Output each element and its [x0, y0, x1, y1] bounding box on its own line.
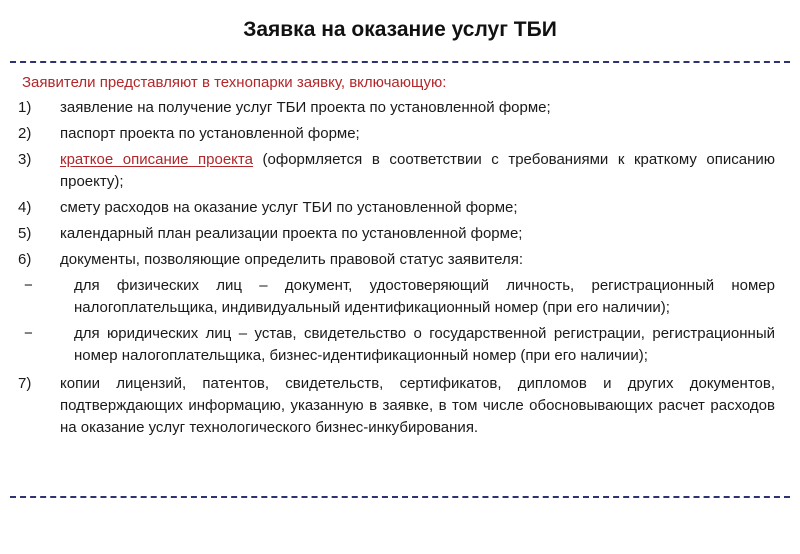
item-text-with-link — [60, 149, 775, 193]
item-text: заявление на получение услуг ТБИ проекта по установленной форме; — [60, 99, 551, 116]
list-item — [18, 149, 775, 193]
list-item — [18, 97, 775, 119]
list-item — [18, 223, 775, 245]
item-text: календарный план реализации проекта по установленной форме; — [60, 225, 523, 242]
dash-bullet: − — [24, 325, 33, 342]
top-divider — [10, 61, 790, 63]
item-number: 5) — [18, 225, 32, 242]
sub-list-item — [18, 323, 775, 367]
page-title: Заявка на оказание услуг ТБИ — [243, 18, 557, 41]
list-item — [18, 373, 775, 439]
bottom-divider — [10, 496, 790, 498]
item-number: 4) — [18, 199, 32, 216]
item-text: копии лицензий, патентов, свидетельств, сертификатов, дипломов и других документов, подтверждающих информацию, указанную в заявке, в том числе обосновывающих расчет расходов на оказание услуг технологического бизнес-инкубирования. — [60, 375, 775, 436]
project-description-link[interactable]: краткое описание проекта — [60, 151, 253, 168]
sub-item-text: для юридических лиц – устав, свидетельство о государственной регистрации, регистрационный номер налогоплательщика, бизнес-идентификационный номер (при его наличии); — [74, 325, 775, 364]
item-text: (оформляется в соответствии с требованиями к краткому описанию проекту); — [60, 151, 775, 190]
requirements-list — [18, 97, 775, 443]
item-number: 7) — [18, 375, 32, 392]
item-number: 2) — [18, 125, 32, 142]
item-number: 3) — [18, 151, 32, 168]
item-number: 6) — [18, 251, 32, 268]
sub-list-item — [18, 275, 775, 319]
list-item — [18, 249, 775, 271]
item-text: паспорт проекта по установленной форме; — [60, 125, 360, 142]
dash-bullet: − — [24, 277, 33, 294]
item-text: смету расходов на оказание услуг ТБИ по установленной форме; — [60, 199, 518, 216]
list-item — [18, 123, 775, 145]
sub-item-text: для физических лиц – документ, удостоверяющий личность, регистрационный номер налогоплательщика, индивидуальный идентификационный номер (при его наличии); — [74, 277, 775, 316]
item-number: 1) — [18, 99, 32, 116]
list-item — [18, 197, 775, 219]
item-text: документы, позволяющие определить правовой статус заявителя: — [60, 251, 523, 268]
intro-text: Заявители представляют в технопарки заявку, включающую: — [22, 74, 447, 91]
